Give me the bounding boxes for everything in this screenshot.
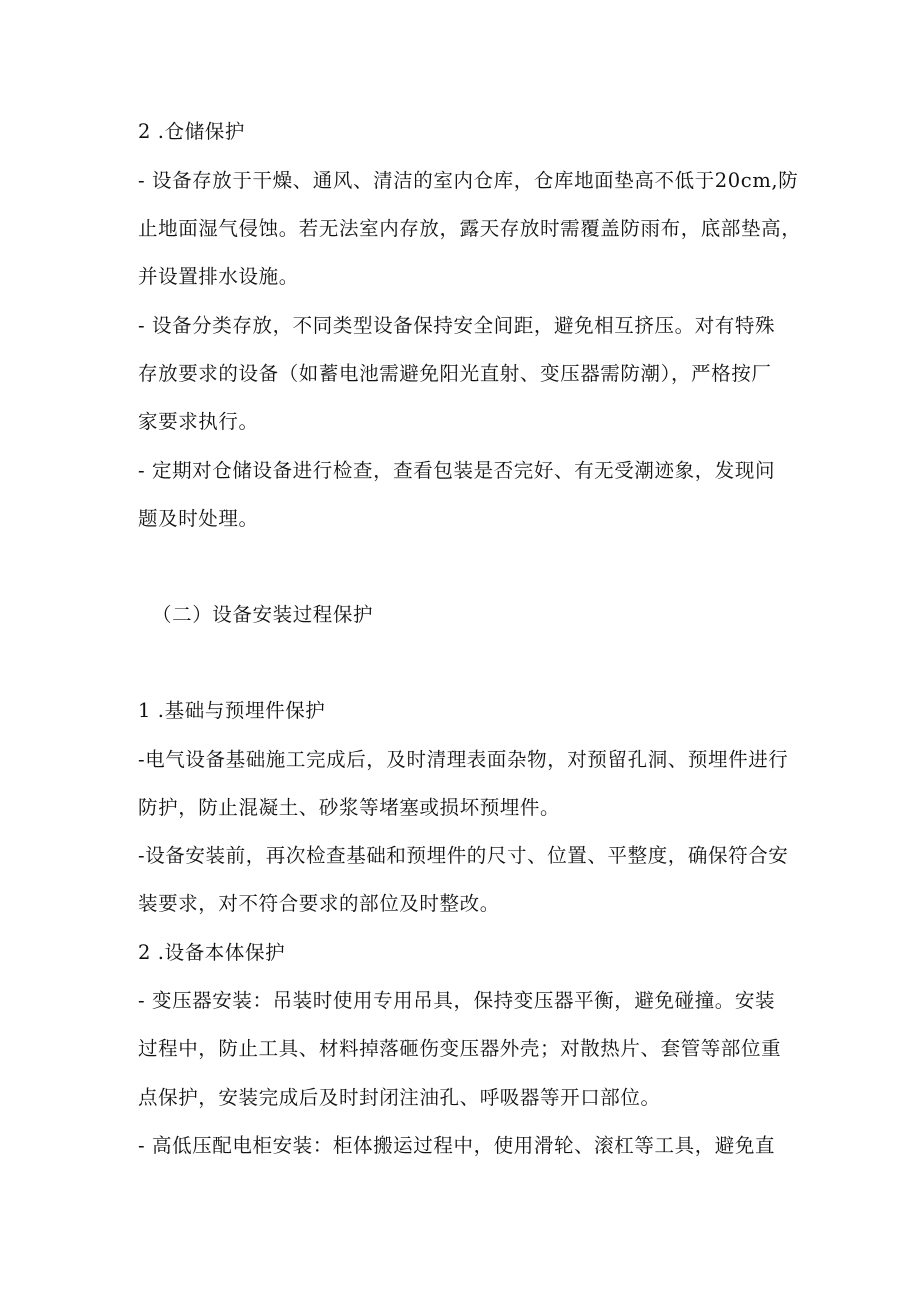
- paragraph-line: 并设置排水设施。: [138, 265, 299, 288]
- paragraph-line: -设备安装前，再次检查基础和预埋件的尺寸、位置、平整度，确保符合安: [138, 844, 789, 867]
- paragraph-line: - 设备存放于干燥、通风、清洁的室内仓库，仓库地面垫高不低于20cm,防: [138, 169, 799, 192]
- paragraph-line: - 定期对仓储设备进行检查，查看包装是否完好、有无受潮迹象，发现问: [138, 459, 776, 482]
- paragraph-line: 点保护，安装完成后及时封闭注油孔、呼吸器等开口部位。: [138, 1086, 661, 1109]
- heading-storage-protection: 2 .仓储保护: [138, 120, 246, 143]
- paragraph-line: 装要求，对不符合要求的部位及时整改。: [138, 892, 500, 915]
- paragraph-line: - 高低压配电柜安装：柜体搬运过程中，使用滑轮、滚杠等工具，避免直: [138, 1134, 776, 1157]
- paragraph-line: 家要求执行。: [138, 410, 259, 433]
- paragraph-line: 存放要求的设备（如蓄电池需避免阳光直射、变压器需防潮），严格按厂: [138, 362, 772, 385]
- paragraph-line: 题及时处理。: [138, 507, 259, 530]
- paragraph-line: 过程中，防止工具、材料掉落砸伤变压器外壳；对散热片、套管等部位重: [138, 1037, 782, 1060]
- paragraph-line: - 设备分类存放，不同类型设备保持安全间距，避免相互挤压。对有特殊: [138, 314, 776, 337]
- paragraph-line: 防护，防止混凝土、砂浆等堵塞或损坏预埋件。: [138, 796, 561, 819]
- paragraph-line: -电气设备基础施工完成后，及时清理表面杂物，对预留孔洞、预埋件进行: [138, 748, 789, 771]
- paragraph-line: - 变压器安装：吊装时使用专用吊具，保持变压器平衡，避免碰撞。安装: [138, 989, 776, 1012]
- paragraph-line: 止地面湿气侵蚀。若无法室内存放，露天存放时需覆盖防雨布，底部垫高，: [138, 217, 802, 240]
- section-heading-installation-protection: （二）设备安装过程保护: [152, 603, 374, 626]
- heading-foundation-protection: 1 .基础与预埋件保护: [138, 699, 326, 722]
- heading-equipment-body-protection: 2 .设备本体保护: [138, 941, 286, 964]
